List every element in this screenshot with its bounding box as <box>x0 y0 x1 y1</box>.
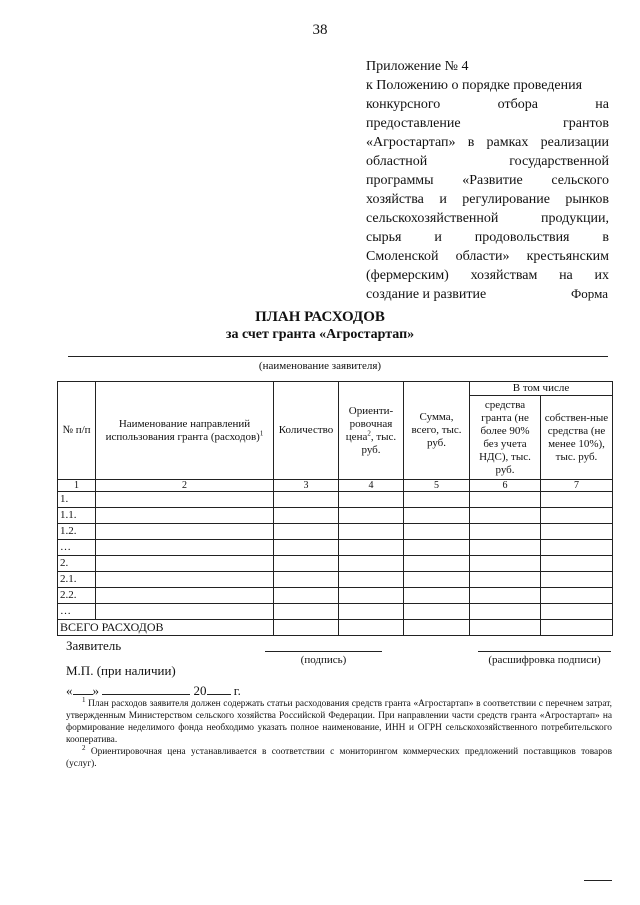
date-day-blank[interactable] <box>73 682 93 695</box>
signature-decode-line[interactable] <box>478 651 611 652</box>
total-label: ВСЕГО РАСХОДОВ <box>58 620 274 636</box>
annex-line: создание и развитие <box>366 287 487 302</box>
annex-line: хозяйства и регулирование рынков <box>366 192 609 207</box>
table-row: 2.2. <box>58 588 613 604</box>
annex-line: Смоленской области» крестьянским <box>366 249 609 264</box>
table-row: 1. <box>58 492 613 508</box>
header-price: Ориенти- ровочная цена$^2$, тыс. руб. <box>339 382 404 480</box>
annex-line: предоставление грантов <box>366 116 609 131</box>
footnotes <box>66 695 613 770</box>
form-label: Форма <box>571 286 608 301</box>
date-line: « » 20 г. <box>66 683 241 698</box>
table-row: … <box>58 604 613 620</box>
document-subtitle: за счет гранта «Агростартап» <box>225 327 415 342</box>
annex-line: программы «Развитие сельского <box>366 173 609 188</box>
stamp-label: М.П. (при наличии) <box>66 663 176 678</box>
total-row <box>58 620 613 636</box>
page-number: 38 <box>312 22 328 38</box>
table-row: 2. <box>58 556 613 572</box>
annex-line: (фермерским) хозяйствам на их <box>366 268 609 283</box>
applicant-name-line[interactable] <box>68 356 608 357</box>
signature-decode-caption: (расшифровка подписи) <box>488 654 601 666</box>
header-sum: Сумма, всего, тыс. руб. <box>404 382 470 480</box>
document-title: ПЛАН РАСХОДОВ <box>255 309 385 325</box>
table-row: 1.1. <box>58 508 613 524</box>
header-own-funds: собствен-ные средства (не менее 10%), тыс. руб. <box>541 396 613 480</box>
applicant-caption: (наименование заявителя) <box>258 360 382 372</box>
footer-rule <box>584 880 612 881</box>
annex-line: областной государственной <box>366 154 609 169</box>
date-month-blank[interactable] <box>102 682 190 695</box>
expense-table <box>57 381 613 636</box>
footnote-2: $^2$ Ориентировочная цена устанавливается в соответствии с мониторингом коммерческих предложений поставщиков товаров (услуг). <box>66 743 612 769</box>
annex-line: «Агростартап» в рамках реализации <box>366 135 609 150</box>
date-year-blank[interactable] <box>207 682 231 695</box>
annex-line: сырья и продовольствия в <box>366 230 609 245</box>
header-name: Наименование направлений использования гранта (расходов)$^1$ <box>96 382 274 480</box>
annex-line: сельскохозяйственной продукции, <box>366 211 609 226</box>
header-num: № п/п <box>58 382 96 480</box>
annex-line: конкурсного отбора на <box>366 97 609 112</box>
header-grant-funds: средства гранта (не более 90% без учета НДС), тыс. руб. <box>470 396 541 480</box>
applicant-label: Заявитель <box>66 638 122 653</box>
annex-line: к Положению о порядке проведения <box>366 78 583 93</box>
annex-title: Приложение № 4 <box>366 59 469 74</box>
header-quantity: Количество <box>274 382 339 480</box>
table-row: 2.1. <box>58 572 613 588</box>
annex-header <box>366 57 609 304</box>
signature-caption: (подпись) <box>300 654 347 666</box>
footnote-1: $^1$ План расходов заявителя должен содержать статьи расходования средств гранта «Агростартап» в соответствии с перечнем затрат, утвержденным Министерством сельского хозяйства Российской Федерации. При направлении части средств гранта «Агростартап» на формирование неделимого фонда необходимо указать полное наименование, ИНН и ОГРН сельскохозяйственного потребительского кооператива. <box>66 695 613 745</box>
signature-line[interactable] <box>265 651 382 652</box>
table-row: … <box>58 540 613 556</box>
header-including: В том числе <box>470 382 613 396</box>
table-row: 1.2. <box>58 524 613 540</box>
column-number-row: 1 2 3 4 5 6 7 <box>58 480 613 492</box>
